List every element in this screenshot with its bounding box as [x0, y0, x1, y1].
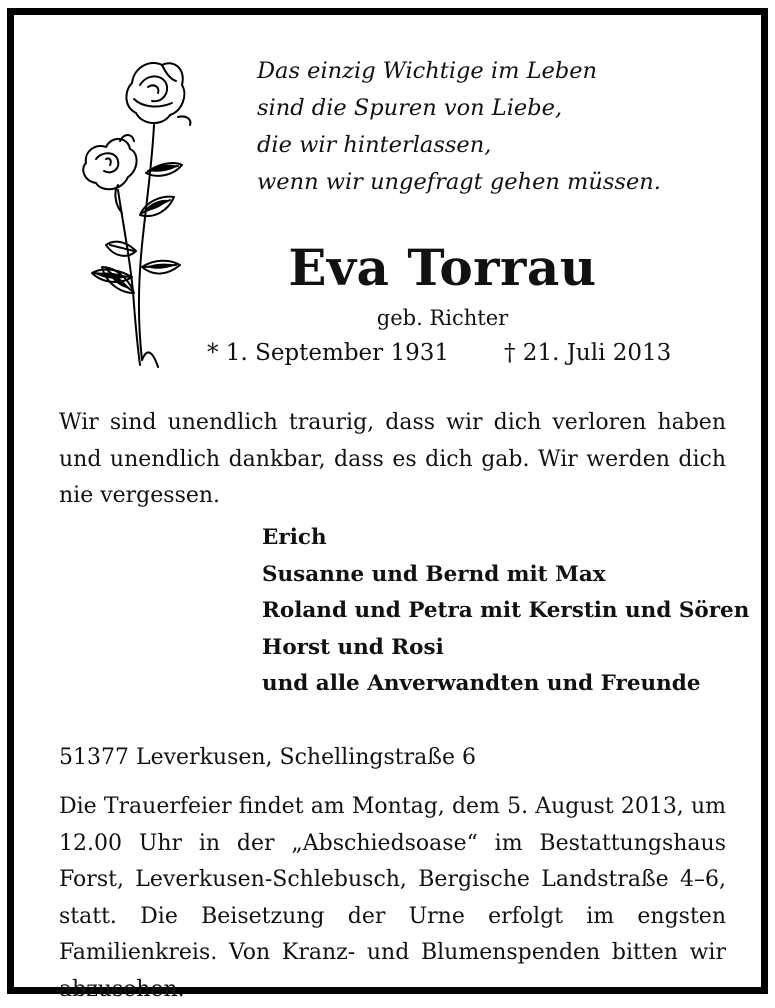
mourning-text: Wir sind unendlich traurig, dass wir dich verloren haben und unendlich dankbar, dass es dich gab. Wir werden dich nie vergessen.	[59, 410, 726, 508]
poem-line: Das einzig Wichtige im Leben	[257, 58, 598, 84]
deceased-name: Eva Torrau	[288, 238, 597, 297]
address: 51377 Leverkusen, Schellingstraße 6	[59, 745, 476, 770]
poem-line: die wir hinterlassen,	[257, 132, 492, 158]
poem-line: wenn wir ungefragt gehen müssen.	[257, 169, 661, 195]
service-text: Die Trauerfeier findet am Montag, dem 5. August 2013, um 12.00 Uhr in der „Abschiedsoase“ im Bestattungshaus Forst, Leverkusen-Schlebusch, Bergische Landstraße 4–6, statt. Die Beisetzung der Urne erfolgt im engsten Familienkreis. Von Kranz- und Blumenspenden bitten wir abzusehen.	[59, 794, 726, 1002]
family-member: Roland und Petra mit Kerstin und Sören	[262, 598, 750, 624]
family-list	[262, 520, 749, 703]
death-date: † 21. Juli 2013	[504, 340, 672, 366]
family-member: Erich	[262, 525, 327, 550]
poem-line: sind die Spuren von Liebe,	[257, 95, 563, 121]
obituary-border	[7, 8, 768, 1002]
family-member: Horst und Rosi	[262, 634, 444, 660]
poem	[257, 53, 737, 201]
birth-name: geb. Richter	[376, 306, 509, 330]
obituary-notice	[14, 15, 761, 1002]
birth-date: * 1. September 1931	[207, 340, 449, 366]
family-member: Susanne und Bernd mit Max	[262, 561, 606, 587]
family-member: und alle Anverwandten und Freunde	[262, 671, 701, 697]
life-dates	[207, 337, 671, 369]
